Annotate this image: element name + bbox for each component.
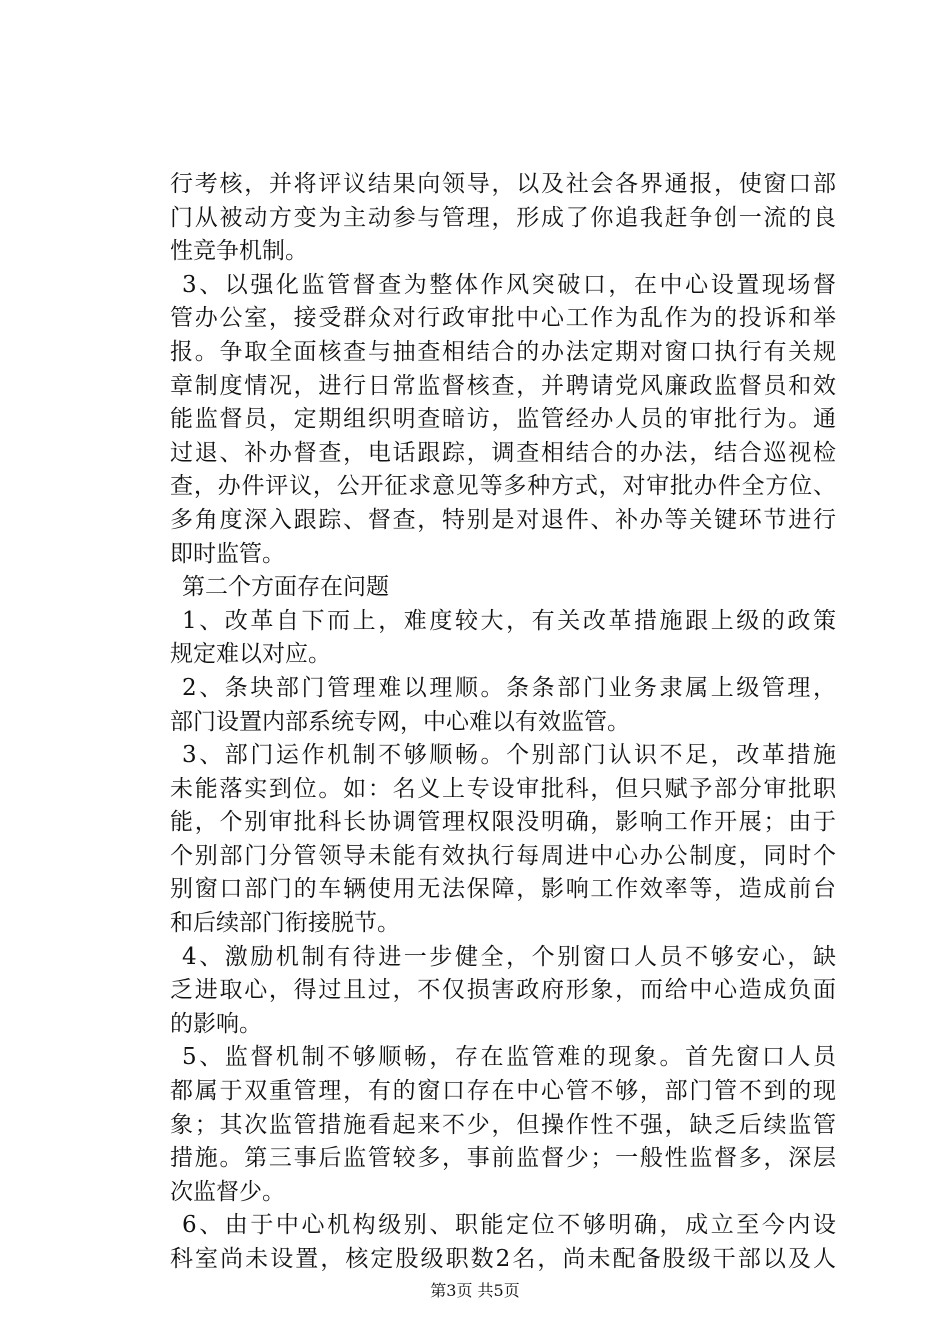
text-line: 1、改革自下而上，难度较大，有关改革措施跟上级的政策 — [182, 607, 836, 634]
document-body — [170, 168, 836, 1277]
text-line: 和后续部门衔接脱节。 — [170, 910, 400, 937]
text-line: 门从被动方变为主动参与管理，形成了你追我赶争创一流的良 — [170, 204, 836, 231]
text-line: 性竞争机制。 — [170, 238, 308, 265]
text-line: 个别部门分管领导未能有效执行每周进中心办公制度，同时个 — [170, 842, 836, 869]
text-line: 措施。第三事后监管较多，事前监督少；一般性监督多，深层 — [170, 1145, 836, 1172]
text-line: 都属于双重管理，有的窗口存在中心管不够，部门管不到的现 — [170, 1078, 836, 1105]
text-line: 5、监督机制不够顺畅，存在监管难的现象。首先窗口人员 — [182, 1044, 836, 1071]
text-line: 的影响。 — [170, 1010, 262, 1037]
text-line: 多角度深入跟踪、督查，特别是对退件、补办等关键环节进行 — [170, 506, 836, 533]
text-line: 管办公室，接受群众对行政审批中心工作为乱作为的投诉和举 — [170, 305, 836, 332]
text-line: 能，个别审批科长协调管理权限没明确，影响工作开展；由于 — [170, 809, 836, 836]
text-line: 2、条块部门管理难以理顺。条条部门业务隶属上级管理， — [182, 674, 836, 701]
text-line: 报。争取全面核查与抽查相结合的办法定期对窗口执行有关规 — [170, 338, 836, 365]
text-line: 科室尚未设置，核定股级职数2名，尚未配备股级干部以及人 — [170, 1246, 836, 1272]
page-indicator: 第3页 共5页 — [430, 1281, 520, 1300]
text-line: 6、由于中心机构级别、职能定位不够明确，成立至今内设 — [182, 1212, 836, 1239]
page-footer — [0, 1281, 950, 1301]
text-line: 行考核，并将评议结果向领导，以及社会各界通报，使窗口部 — [170, 171, 836, 197]
text-line: 部门设置内部系统专网，中心难以有效监管。 — [170, 708, 630, 735]
text-line: 4、激励机制有待进一步健全，个别窗口人员不够安心，缺 — [182, 943, 836, 970]
text-line: 象；其次监管措施看起来不少，但操作性不强，缺乏后续监管 — [170, 1111, 836, 1138]
text-line: 乏进取心，得过且过，不仅损害政府形象，而给中心造成负面 — [170, 977, 836, 1004]
text-line: 未能落实到位。如：名义上专设审批科，但只赋予部分审批职 — [170, 775, 836, 802]
text-line: 即时监管。 — [170, 540, 285, 567]
text-line: 查，办件评议，公开征求意见等多种方式，对审批办件全方位、 — [170, 473, 836, 500]
text-line: 过退、补办督查，电话跟踪，调查相结合的办法，结合巡视检 — [170, 439, 836, 466]
text-line: 次监督少。 — [170, 1178, 285, 1205]
text-line: 能监督员，定期组织明查暗访，监管经办人员的审批行为。通 — [170, 406, 836, 433]
text-line: 别窗口部门的车辆使用无法保障，影响工作效率等，造成前台 — [170, 876, 836, 903]
text-line: 3、部门运作机制不够顺畅。个别部门认识不足，改革措施 — [182, 742, 836, 769]
text-line: 规定难以对应。 — [170, 641, 331, 668]
text-line: 第二个方面存在问题 — [182, 574, 389, 601]
text-line: 3、以强化监管督查为整体作风突破口，在中心设置现场督 — [182, 271, 836, 298]
text-line: 章制度情况，进行日常监督核查，并聘请党风廉政监督员和效 — [170, 372, 836, 399]
